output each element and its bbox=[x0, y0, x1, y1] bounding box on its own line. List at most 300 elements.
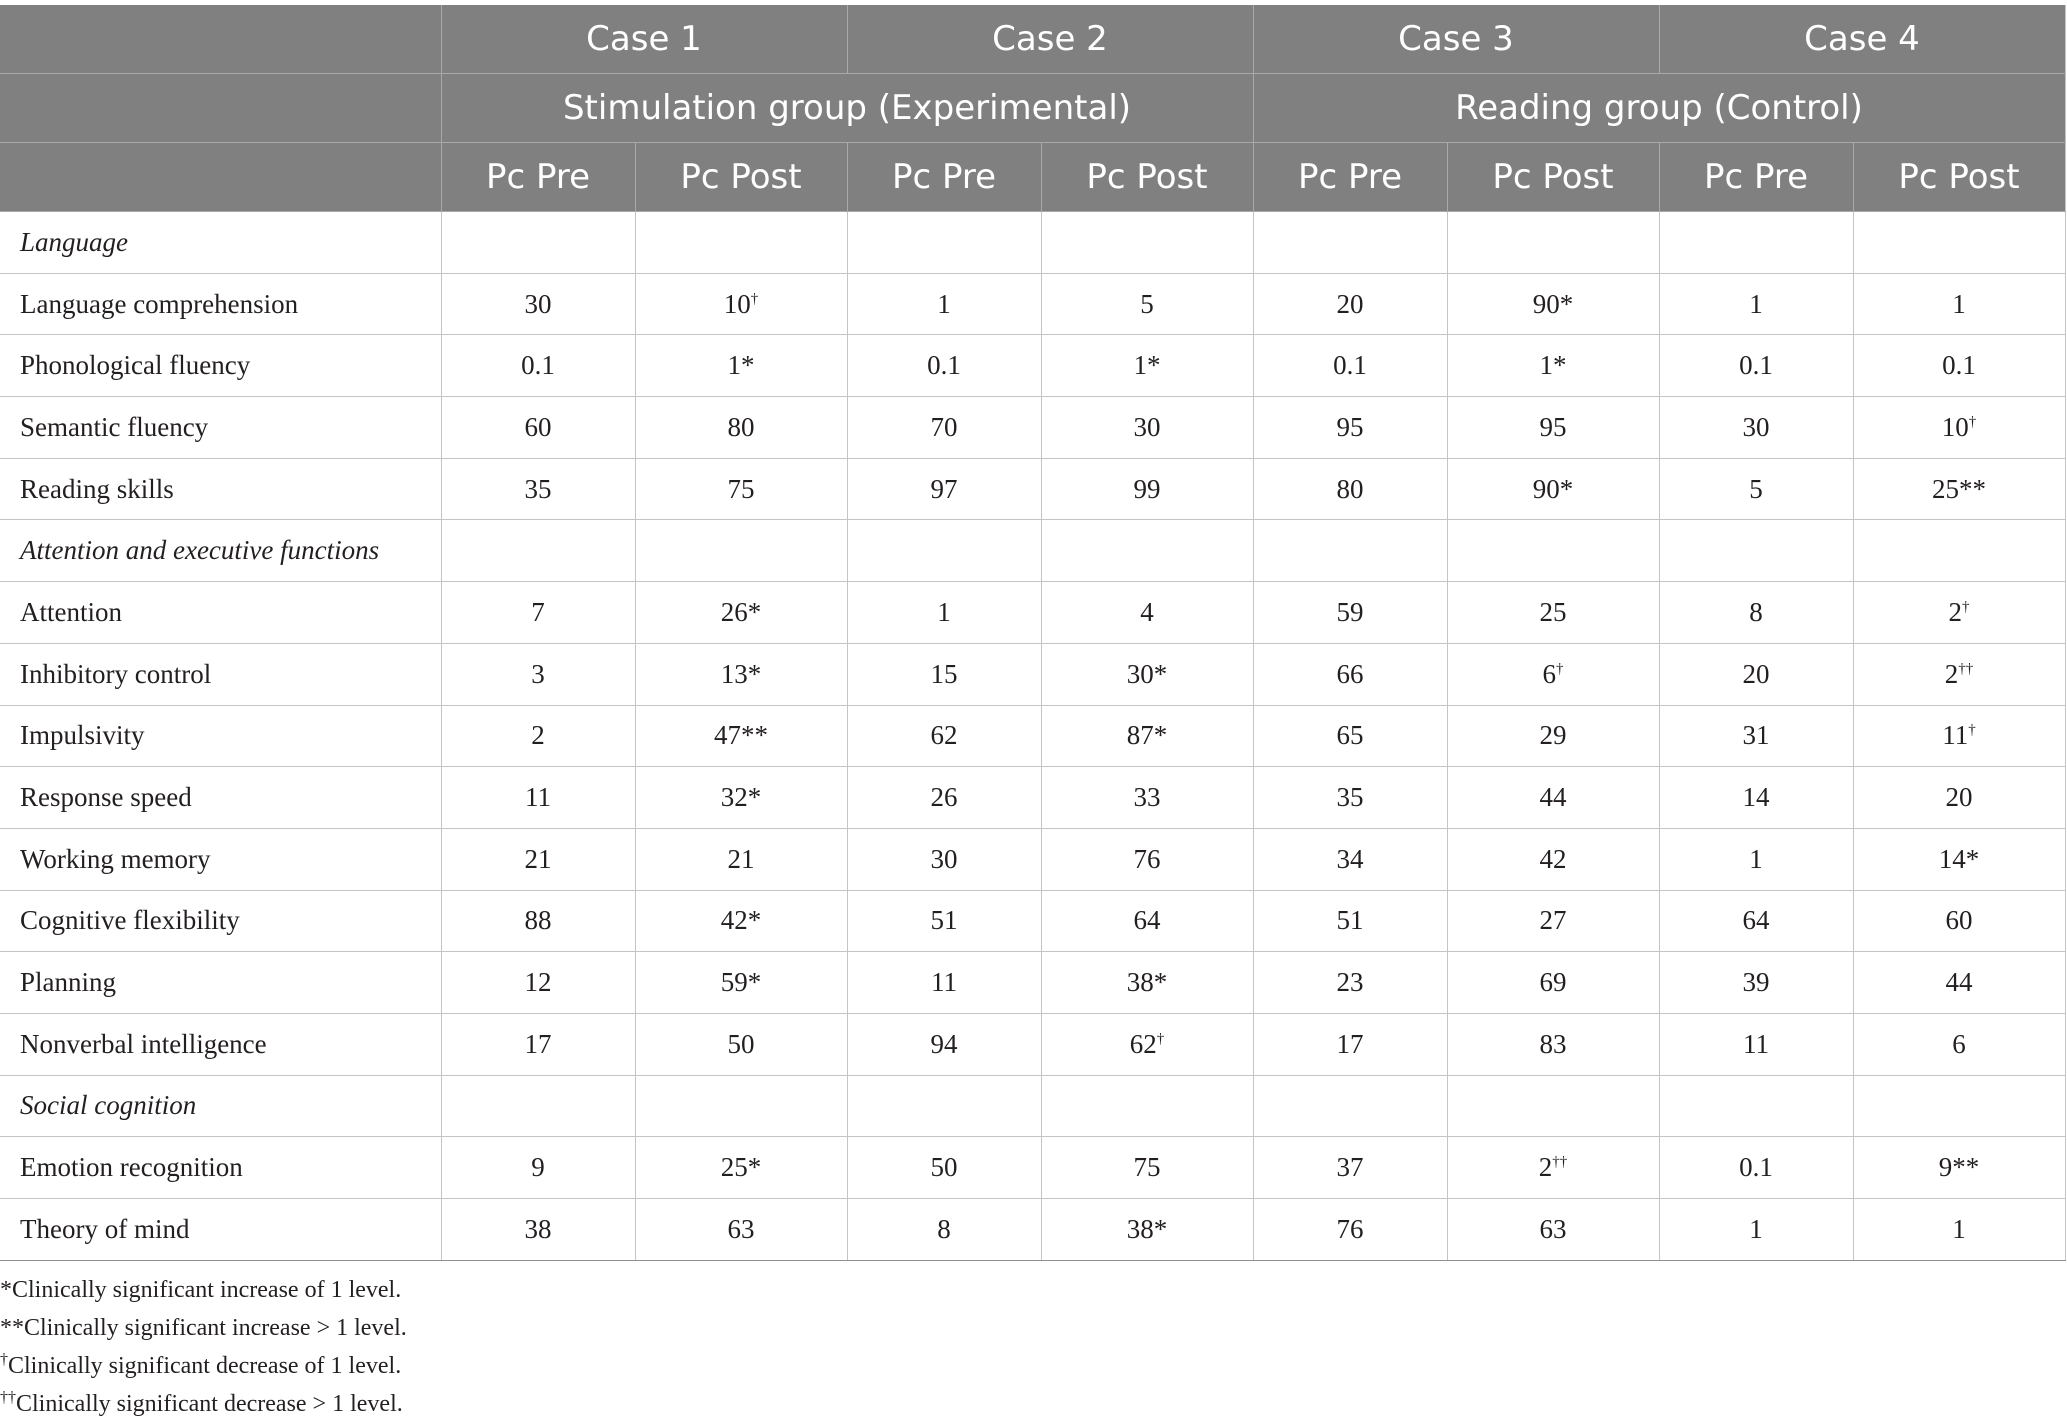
cell-value: 5 bbox=[1140, 288, 1154, 319]
table-cell bbox=[441, 397, 635, 459]
cell-value: 59 bbox=[1336, 596, 1364, 627]
section-header-row bbox=[0, 520, 2065, 582]
cell-value: 2 bbox=[1944, 658, 1959, 689]
table-cell bbox=[635, 828, 847, 890]
table-row bbox=[0, 767, 2065, 829]
table-cell bbox=[847, 1199, 1041, 1261]
table-cell bbox=[1659, 643, 1853, 705]
cell-footnote-mark: † bbox=[1968, 413, 1977, 430]
cell-footnote-mark: † bbox=[750, 290, 759, 307]
cell-value: 47** bbox=[714, 720, 768, 751]
cell-value: 38* bbox=[1126, 1213, 1168, 1244]
cell-value: 30 bbox=[524, 288, 552, 319]
footnote-text: Clinically significant decrease > 1 level. bbox=[16, 1391, 403, 1417]
table-cell bbox=[635, 890, 847, 952]
row-label: Inhibitory control bbox=[0, 643, 441, 705]
cell-value: 87* bbox=[1126, 720, 1168, 751]
cell-value: 8 bbox=[937, 1213, 951, 1244]
cell-value: 70 bbox=[930, 411, 958, 442]
table-cell bbox=[1853, 212, 2065, 274]
table-cell bbox=[1253, 1137, 1447, 1199]
cell-value: 51 bbox=[930, 905, 958, 936]
table-cell bbox=[847, 828, 1041, 890]
footnote-mark: † bbox=[0, 1351, 8, 1368]
table-cell bbox=[1659, 1199, 1853, 1261]
header-sub-pre: Pc Pre bbox=[1253, 143, 1447, 212]
cell-value: 30 bbox=[930, 843, 958, 874]
footnote bbox=[0, 1385, 407, 1423]
cell-value: 75 bbox=[727, 473, 755, 504]
table-cell bbox=[635, 1075, 847, 1137]
table-cell bbox=[441, 273, 635, 335]
table-cell bbox=[441, 952, 635, 1014]
cell-value: 1 bbox=[1749, 843, 1763, 874]
header-group-reading: Reading group (Control) bbox=[1253, 74, 2065, 143]
table-cell bbox=[1253, 890, 1447, 952]
table-cell bbox=[441, 643, 635, 705]
table-cell bbox=[1041, 705, 1253, 767]
header-case-2: Case 2 bbox=[847, 5, 1253, 74]
cell-value: 60 bbox=[1945, 905, 1973, 936]
table-cell bbox=[1659, 705, 1853, 767]
table-cell bbox=[1447, 767, 1659, 829]
row-label: Impulsivity bbox=[0, 705, 441, 767]
cell-value: 90* bbox=[1532, 473, 1574, 504]
cell-value: 1* bbox=[727, 350, 755, 381]
table-cell bbox=[1253, 1199, 1447, 1261]
table-cell bbox=[635, 582, 847, 644]
table-cell bbox=[1659, 890, 1853, 952]
footnote-text: Clinically significant increase of 1 level. bbox=[12, 1277, 402, 1303]
table-cell bbox=[1659, 1137, 1853, 1199]
table-cell bbox=[847, 643, 1041, 705]
cell-value: 11 bbox=[525, 782, 551, 813]
table-cell bbox=[1659, 1013, 1853, 1075]
table-cell bbox=[1041, 520, 1253, 582]
cell-value: 33 bbox=[1133, 782, 1161, 813]
cell-value: 76 bbox=[1336, 1213, 1364, 1244]
cell-value: 42 bbox=[1539, 843, 1567, 874]
table-cell bbox=[1253, 767, 1447, 829]
header-sub-pre: Pc Pre bbox=[441, 143, 635, 212]
cell-value: 11 bbox=[1743, 1028, 1769, 1059]
table-cell bbox=[1253, 520, 1447, 582]
cell-value: 1* bbox=[1539, 350, 1567, 381]
footnote-text: Clinically significant increase > 1 level. bbox=[24, 1315, 407, 1341]
cell-value: 11 bbox=[1942, 720, 1969, 751]
cell-value: 0.1 bbox=[927, 350, 961, 381]
header-row-cases bbox=[0, 5, 2065, 74]
table-row bbox=[0, 952, 2065, 1014]
table-cell bbox=[635, 458, 847, 520]
table-cell bbox=[1041, 952, 1253, 1014]
table-cell bbox=[1447, 705, 1659, 767]
cell-value: 42* bbox=[720, 905, 762, 936]
table-cell bbox=[1447, 828, 1659, 890]
cell-value: 32* bbox=[720, 782, 762, 813]
cell-value: 9 bbox=[531, 1152, 545, 1183]
cell-value: 97 bbox=[930, 473, 958, 504]
table-cell bbox=[441, 212, 635, 274]
cell-value: 44 bbox=[1945, 967, 1973, 998]
cell-value: 0.1 bbox=[1333, 350, 1367, 381]
row-label: Nonverbal intelligence bbox=[0, 1013, 441, 1075]
footnote bbox=[0, 1271, 407, 1309]
table-cell bbox=[847, 335, 1041, 397]
table-cell bbox=[1853, 1199, 2065, 1261]
cell-value: 0.1 bbox=[1942, 350, 1976, 381]
cell-footnote-mark: †† bbox=[1552, 1154, 1568, 1171]
cell-value: 2 bbox=[1948, 596, 1962, 627]
table-cell bbox=[1447, 335, 1659, 397]
cell-value: 64 bbox=[1742, 905, 1770, 936]
table-cell bbox=[1253, 397, 1447, 459]
table-cell bbox=[1659, 1075, 1853, 1137]
table-row bbox=[0, 582, 2065, 644]
table-cell bbox=[1659, 212, 1853, 274]
cell-value: 35 bbox=[524, 473, 552, 504]
row-label: Theory of mind bbox=[0, 1199, 441, 1261]
cell-value: 4 bbox=[1140, 596, 1154, 627]
footnotes bbox=[0, 1271, 407, 1423]
cell-value: 6 bbox=[1542, 658, 1556, 689]
header-group-stimulation: Stimulation group (Experimental) bbox=[441, 74, 1253, 143]
row-label: Planning bbox=[0, 952, 441, 1014]
table-cell bbox=[1447, 1013, 1659, 1075]
table-cell bbox=[1041, 890, 1253, 952]
table-cell bbox=[1853, 273, 2065, 335]
table-cell bbox=[1041, 643, 1253, 705]
table-cell bbox=[1659, 767, 1853, 829]
table-cell bbox=[1853, 705, 2065, 767]
table-row bbox=[0, 458, 2065, 520]
cell-value: 2 bbox=[531, 720, 545, 751]
header-row-groups bbox=[0, 74, 2065, 143]
cell-value: 50 bbox=[727, 1028, 755, 1059]
row-label: Response speed bbox=[0, 767, 441, 829]
table-cell bbox=[1041, 397, 1253, 459]
cell-value: 21 bbox=[727, 843, 755, 874]
table-cell bbox=[441, 458, 635, 520]
table-cell bbox=[1253, 458, 1447, 520]
cell-value: 95 bbox=[1336, 411, 1364, 442]
cell-value: 88 bbox=[524, 905, 552, 936]
section-label: Language bbox=[0, 212, 441, 274]
header-sub-post: Pc Post bbox=[1041, 143, 1253, 212]
table-cell bbox=[1253, 1013, 1447, 1075]
header-sub-post: Pc Post bbox=[1853, 143, 2065, 212]
table-cell bbox=[441, 582, 635, 644]
table-cell bbox=[1041, 767, 1253, 829]
table-cell bbox=[1853, 890, 2065, 952]
table-cell bbox=[847, 582, 1041, 644]
table-cell bbox=[441, 335, 635, 397]
header-sub-post: Pc Post bbox=[635, 143, 847, 212]
table-cell bbox=[847, 767, 1041, 829]
cell-value: 38* bbox=[1126, 967, 1168, 998]
results-table-container bbox=[0, 5, 2065, 1261]
row-label: Semantic fluency bbox=[0, 397, 441, 459]
table-row bbox=[0, 1137, 2065, 1199]
table-header bbox=[0, 5, 2065, 212]
row-label: Attention bbox=[0, 582, 441, 644]
table-cell bbox=[1041, 582, 1253, 644]
cell-value: 60 bbox=[524, 411, 552, 442]
header-corner-cell bbox=[0, 74, 441, 143]
table-cell bbox=[1253, 212, 1447, 274]
table-cell bbox=[1659, 273, 1853, 335]
cell-value: 29 bbox=[1539, 720, 1567, 751]
cell-value: 17 bbox=[524, 1028, 552, 1059]
cell-value: 44 bbox=[1539, 782, 1567, 813]
cell-footnote-mark: † bbox=[1962, 598, 1970, 615]
cell-value: 25** bbox=[1932, 473, 1986, 504]
table-cell bbox=[441, 1137, 635, 1199]
header-case-4: Case 4 bbox=[1659, 5, 2065, 74]
table-cell bbox=[441, 1075, 635, 1137]
cell-value: 0.1 bbox=[521, 350, 555, 381]
cell-value: 23 bbox=[1336, 967, 1364, 998]
cell-value: 1 bbox=[1952, 288, 1966, 319]
cell-value: 30 bbox=[1742, 411, 1770, 442]
section-label: Attention and executive functions bbox=[0, 520, 441, 582]
cell-value: 14* bbox=[1938, 843, 1980, 874]
cell-value: 65 bbox=[1336, 720, 1364, 751]
table-cell bbox=[1853, 520, 2065, 582]
cell-value: 95 bbox=[1539, 411, 1567, 442]
cell-value: 80 bbox=[1336, 473, 1364, 504]
table-cell bbox=[847, 1075, 1041, 1137]
cell-value: 0.1 bbox=[1739, 350, 1773, 381]
table-cell bbox=[1853, 397, 2065, 459]
table-cell bbox=[441, 1199, 635, 1261]
results-table bbox=[0, 5, 2066, 1261]
table-cell bbox=[1853, 582, 2065, 644]
footnote bbox=[0, 1309, 407, 1347]
footnote-mark: * bbox=[0, 1277, 12, 1303]
table-cell bbox=[1253, 643, 1447, 705]
table-cell bbox=[847, 1013, 1041, 1075]
table-cell bbox=[441, 828, 635, 890]
table-cell bbox=[1041, 458, 1253, 520]
row-label: Working memory bbox=[0, 828, 441, 890]
cell-value: 62 bbox=[930, 720, 958, 751]
cell-value: 13* bbox=[720, 658, 762, 689]
cell-footnote-mark: † bbox=[1156, 1030, 1165, 1047]
table-cell bbox=[1041, 335, 1253, 397]
table-cell bbox=[1447, 520, 1659, 582]
cell-value: 2 bbox=[1538, 1152, 1553, 1183]
table-body bbox=[0, 212, 2065, 1261]
table-cell bbox=[1447, 1137, 1659, 1199]
header-case-3: Case 3 bbox=[1253, 5, 1659, 74]
table-cell bbox=[1447, 952, 1659, 1014]
cell-value: 64 bbox=[1133, 905, 1161, 936]
cell-value: 20 bbox=[1336, 288, 1364, 319]
cell-value: 14 bbox=[1742, 782, 1770, 813]
table-cell bbox=[1853, 1137, 2065, 1199]
table-cell bbox=[1041, 1013, 1253, 1075]
table-cell bbox=[635, 952, 847, 1014]
cell-value: 6 bbox=[1952, 1028, 1966, 1059]
table-cell bbox=[635, 397, 847, 459]
table-cell bbox=[441, 705, 635, 767]
cell-value: 7 bbox=[531, 596, 545, 627]
row-label: Reading skills bbox=[0, 458, 441, 520]
section-header-row bbox=[0, 1075, 2065, 1137]
table-cell bbox=[441, 520, 635, 582]
cell-value: 8 bbox=[1749, 596, 1763, 627]
cell-value: 39 bbox=[1742, 967, 1770, 998]
table-cell bbox=[635, 335, 847, 397]
table-cell bbox=[1659, 335, 1853, 397]
table-cell bbox=[1253, 828, 1447, 890]
table-cell bbox=[1041, 828, 1253, 890]
header-sub-post: Pc Post bbox=[1447, 143, 1659, 212]
table-cell bbox=[1659, 520, 1853, 582]
table-cell bbox=[847, 890, 1041, 952]
table-cell bbox=[1659, 458, 1853, 520]
table-cell bbox=[635, 643, 847, 705]
table-cell bbox=[1853, 1075, 2065, 1137]
table-cell bbox=[1447, 582, 1659, 644]
cell-value: 1 bbox=[937, 596, 951, 627]
row-label: Cognitive flexibility bbox=[0, 890, 441, 952]
cell-value: 63 bbox=[727, 1213, 755, 1244]
table-cell bbox=[847, 705, 1041, 767]
cell-value: 21 bbox=[524, 843, 552, 874]
table-cell bbox=[1659, 952, 1853, 1014]
table-cell bbox=[1659, 828, 1853, 890]
table-row bbox=[0, 1013, 2065, 1075]
table-cell bbox=[1853, 1013, 2065, 1075]
table-cell bbox=[1253, 273, 1447, 335]
table-cell bbox=[1853, 335, 2065, 397]
cell-value: 38 bbox=[524, 1213, 552, 1244]
table-cell bbox=[847, 520, 1041, 582]
table-cell bbox=[1041, 1199, 1253, 1261]
cell-footnote-mark: † bbox=[1556, 660, 1564, 677]
table-cell bbox=[847, 273, 1041, 335]
cell-value: 5 bbox=[1749, 473, 1763, 504]
section-header-row bbox=[0, 212, 2065, 274]
cell-value: 26 bbox=[930, 782, 958, 813]
table-cell bbox=[441, 890, 635, 952]
cell-value: 10 bbox=[1941, 411, 1969, 442]
row-label: Phonological fluency bbox=[0, 335, 441, 397]
table-cell bbox=[635, 1137, 847, 1199]
footnote-mark: †† bbox=[0, 1389, 16, 1406]
table-cell bbox=[635, 1199, 847, 1261]
table-cell bbox=[1041, 212, 1253, 274]
table-cell bbox=[847, 212, 1041, 274]
cell-value: 75 bbox=[1133, 1152, 1161, 1183]
footnote-mark: ** bbox=[0, 1315, 24, 1341]
table-row bbox=[0, 273, 2065, 335]
cell-value: 17 bbox=[1336, 1028, 1364, 1059]
table-cell bbox=[1447, 1075, 1659, 1137]
cell-value: 25 bbox=[1539, 596, 1567, 627]
cell-value: 15 bbox=[930, 658, 958, 689]
cell-value: 25* bbox=[720, 1152, 762, 1183]
table-cell bbox=[1659, 582, 1853, 644]
table-cell bbox=[1447, 397, 1659, 459]
header-corner-cell bbox=[0, 5, 441, 74]
table-row bbox=[0, 335, 2065, 397]
cell-value: 1* bbox=[1133, 350, 1161, 381]
cell-value: 1 bbox=[1749, 288, 1763, 319]
table-cell bbox=[635, 273, 847, 335]
table-cell bbox=[1253, 1075, 1447, 1137]
cell-value: 12 bbox=[524, 967, 552, 998]
cell-value: 34 bbox=[1336, 843, 1364, 874]
table-cell bbox=[847, 397, 1041, 459]
table-cell bbox=[1253, 705, 1447, 767]
cell-value: 66 bbox=[1336, 658, 1364, 689]
header-sub-pre: Pc Pre bbox=[1659, 143, 1853, 212]
table-cell bbox=[1447, 212, 1659, 274]
cell-value: 27 bbox=[1539, 905, 1567, 936]
table-cell bbox=[635, 767, 847, 829]
table-cell bbox=[1447, 1199, 1659, 1261]
cell-value: 31 bbox=[1742, 720, 1770, 751]
cell-value: 1 bbox=[1952, 1213, 1966, 1244]
table-cell bbox=[1041, 1137, 1253, 1199]
cell-value: 1 bbox=[937, 288, 951, 319]
cell-value: 10 bbox=[723, 288, 751, 319]
table-cell bbox=[1853, 767, 2065, 829]
table-cell bbox=[1253, 335, 1447, 397]
cell-value: 76 bbox=[1133, 843, 1161, 874]
header-row-sub bbox=[0, 143, 2065, 212]
row-label: Language comprehension bbox=[0, 273, 441, 335]
cell-value: 69 bbox=[1539, 967, 1567, 998]
table-cell bbox=[1853, 828, 2065, 890]
table-cell bbox=[1253, 952, 1447, 1014]
cell-value: 30* bbox=[1126, 658, 1168, 689]
table-row bbox=[0, 1199, 2065, 1261]
table-cell bbox=[1253, 582, 1447, 644]
footnote bbox=[0, 1347, 407, 1385]
table-cell bbox=[1853, 952, 2065, 1014]
cell-value: 83 bbox=[1539, 1028, 1567, 1059]
header-sub-pre: Pc Pre bbox=[847, 143, 1041, 212]
cell-value: 99 bbox=[1133, 473, 1161, 504]
header-corner-cell bbox=[0, 143, 441, 212]
cell-footnote-mark: † bbox=[1968, 722, 1976, 739]
table-row bbox=[0, 643, 2065, 705]
table-cell bbox=[847, 1137, 1041, 1199]
table-cell bbox=[1447, 273, 1659, 335]
cell-value: 1 bbox=[1749, 1213, 1763, 1244]
table-cell bbox=[1853, 458, 2065, 520]
cell-footnote-mark: †† bbox=[1958, 660, 1974, 677]
cell-value: 37 bbox=[1336, 1152, 1364, 1183]
table-cell bbox=[847, 458, 1041, 520]
table-cell bbox=[1853, 643, 2065, 705]
table-cell bbox=[635, 520, 847, 582]
cell-value: 51 bbox=[1336, 905, 1364, 936]
table-cell bbox=[1447, 890, 1659, 952]
cell-value: 59* bbox=[720, 967, 762, 998]
cell-value: 11 bbox=[931, 967, 957, 998]
table-cell bbox=[635, 212, 847, 274]
cell-value: 80 bbox=[727, 411, 755, 442]
cell-value: 20 bbox=[1742, 658, 1770, 689]
cell-value: 63 bbox=[1539, 1213, 1567, 1244]
cell-value: 3 bbox=[531, 658, 545, 689]
table-cell bbox=[1447, 458, 1659, 520]
